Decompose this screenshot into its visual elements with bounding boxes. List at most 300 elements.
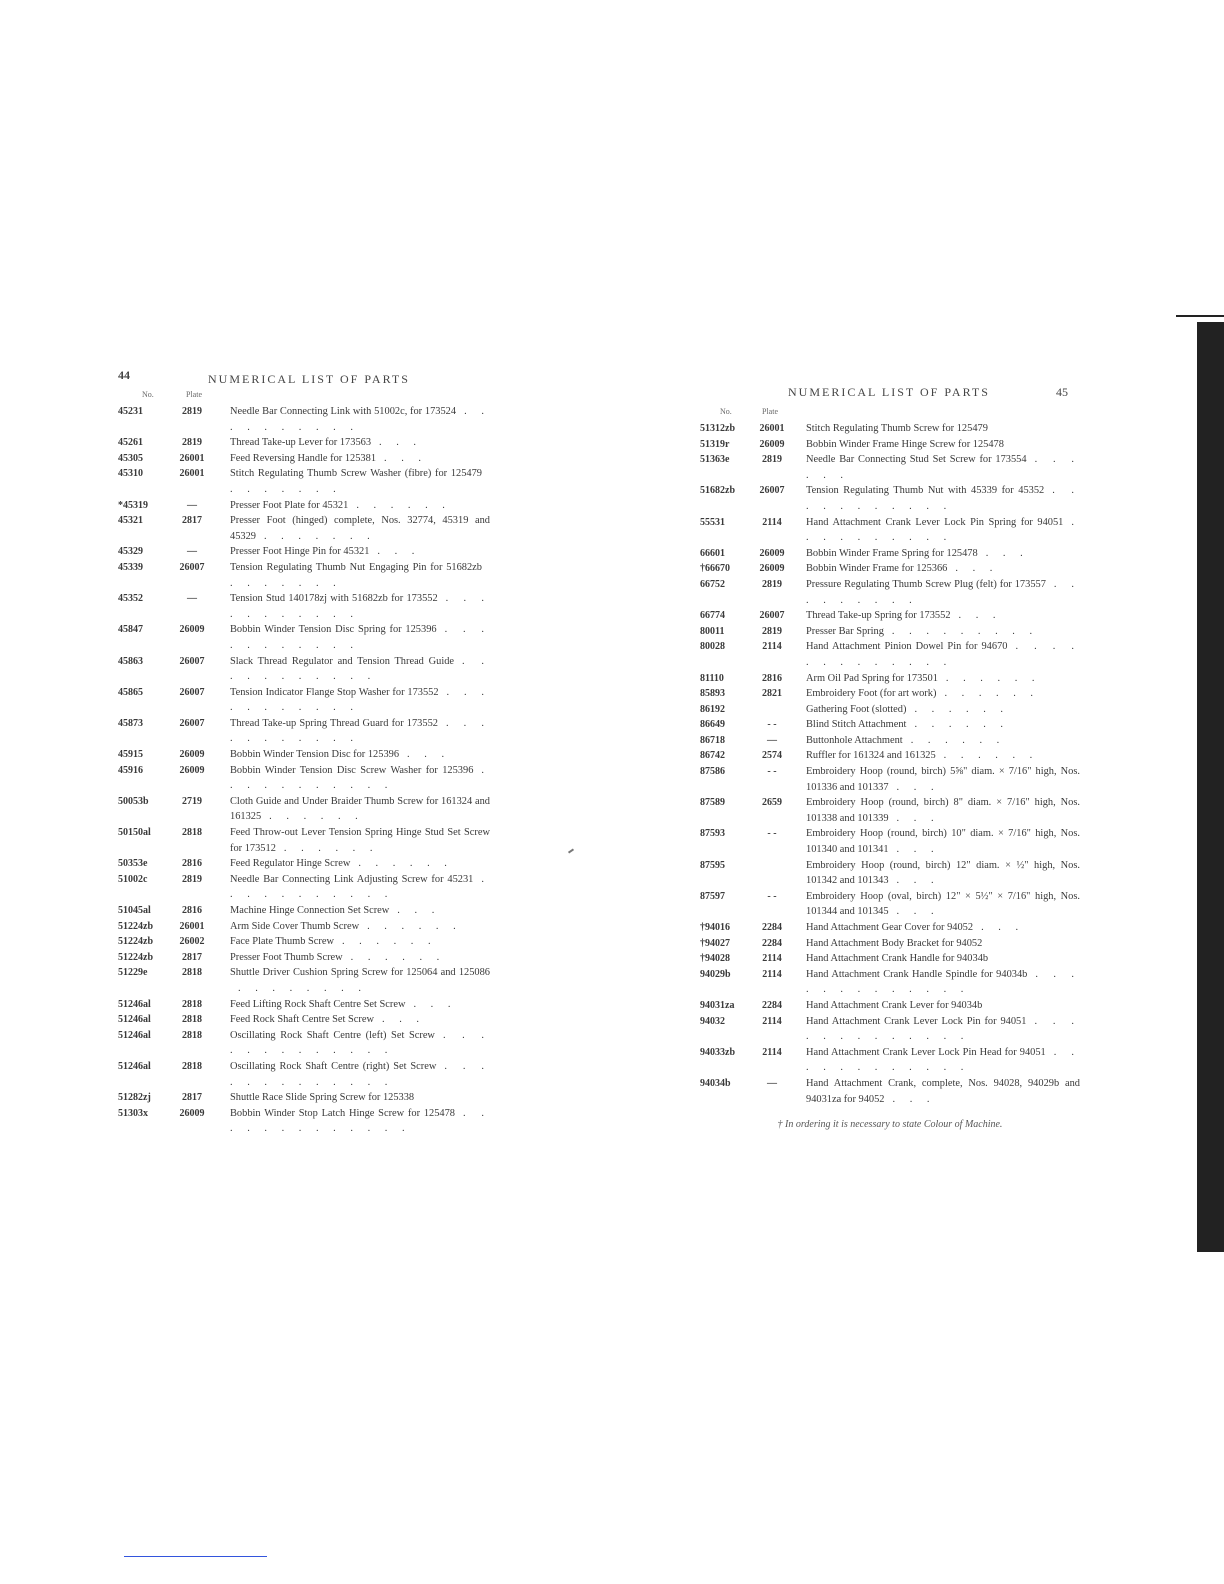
part-number: 45310 — [118, 468, 143, 480]
part-row — [700, 515, 1080, 546]
plate-number: 2819 — [182, 873, 202, 885]
plate-number: 2114 — [762, 1046, 782, 1058]
part-row — [700, 733, 1080, 749]
leader-dots: . . . . . . . — [230, 483, 342, 495]
leader-dots: . . . . . . . . . — [806, 578, 1081, 606]
part-row — [118, 560, 490, 591]
leader-dots: . . . . . . . . . . . . . — [230, 1060, 490, 1088]
part-number: 51246al — [118, 1014, 151, 1026]
part-description — [230, 950, 490, 966]
leader-dots: . . . — [896, 875, 940, 887]
part-number: 87589 — [700, 797, 725, 809]
part-row — [118, 451, 490, 467]
leader-dots: . . . . . . — [283, 842, 379, 854]
leader-dots: . . . . . . — [944, 688, 1040, 700]
leader-dots: . . . . . . . . . . . . . — [806, 1015, 1080, 1043]
part-number: 94029b — [700, 968, 731, 980]
plate-number: 2821 — [762, 688, 782, 700]
part-number: 86192 — [700, 703, 725, 715]
part-description — [230, 794, 490, 825]
part-number: 50150al — [118, 827, 151, 839]
part-description-text: Hand Attachment Crank Lever Lock Pin Spring for 94051 — [806, 516, 1064, 528]
part-description-text: Thread Take-up Spring for 173552 — [806, 610, 951, 622]
part-description-text: Arm Side Cover Thumb Screw — [230, 920, 360, 932]
part-description-text: Bobbin Winder Stop Latch Hinge Screw for 125478 — [230, 1107, 456, 1119]
part-description — [806, 764, 1080, 795]
part-description — [806, 967, 1080, 998]
leader-dots: . . . — [955, 563, 999, 575]
page-number-left: 44 — [118, 368, 130, 382]
part-number: 50353e — [118, 858, 148, 870]
right-page-header — [700, 385, 1080, 407]
part-number: †94016 — [700, 922, 730, 933]
part-description-text: Embroidery Hoop (round, birch) 8" diam. × 7/16" high, Nos. 101338 and 101339 — [806, 797, 1080, 824]
part-description-text: Tension Regulating Thumb Nut Engaging Pin for 51682zb — [230, 561, 482, 573]
part-description-text: Feed Reversing Handle for 125381 — [230, 452, 377, 464]
column-headers-right — [700, 407, 1080, 421]
plate-number: 2816 — [762, 672, 782, 684]
part-description — [806, 1076, 1080, 1107]
part-description — [806, 748, 1080, 764]
part-description — [806, 998, 1080, 1014]
part-description — [230, 435, 490, 451]
part-row — [700, 671, 1080, 687]
part-description — [806, 702, 1080, 718]
leader-dots: . . . . . . . — [230, 577, 342, 589]
part-description-text: Blind Stitch Attachment — [806, 719, 907, 731]
part-row — [118, 1106, 490, 1137]
part-row — [700, 826, 1080, 857]
plate-number: 26009 — [179, 624, 205, 636]
part-description — [806, 624, 1080, 640]
leader-dots: . . . — [985, 547, 1029, 559]
part-description-text: Thread Take-up Spring Thread Guard for 173552 — [230, 717, 438, 729]
part-description — [230, 513, 490, 544]
part-description-text: Tension Indicator Flange Stop Washer for 173552 — [230, 686, 439, 698]
part-number: 45231 — [118, 406, 143, 417]
leader-dots: . . . . . . . . . . . — [230, 764, 490, 792]
plate-number: 2114 — [762, 1015, 782, 1027]
part-description-text: Hand Attachment Pinion Dowel Pin for 94670 — [806, 641, 1008, 653]
plate-number: 26007 — [179, 655, 205, 667]
plate-number: 26009 — [759, 563, 785, 575]
plate-number: 26009 — [179, 764, 205, 776]
part-description — [230, 451, 490, 467]
part-description-text: Embroidery Hoop (round, birch) 10" diam. × 7/16" high, Nos. 101340 and 101341 — [806, 828, 1080, 856]
part-number: 94031za — [700, 999, 735, 1011]
scan-edge-mark-right — [1197, 322, 1224, 1252]
part-description-text: Needle Bar Connecting Link Adjusting Screw for 45231 — [230, 873, 474, 885]
part-description — [806, 608, 1080, 624]
part-description-text: Embroidery Foot (for art work) — [806, 688, 937, 700]
part-description-text: Hand Attachment Crank, complete, Nos. 94028, 94029b and 94031za for 94052 — [806, 1077, 1080, 1105]
part-description-text: Slack Thread Regulator and Tension Thread Guide — [230, 655, 455, 667]
part-description — [806, 577, 1080, 608]
part-description-text: Bobbin Winder Tension Disc Spring for 125396 — [230, 624, 437, 636]
part-number: 51303x — [118, 1107, 148, 1119]
part-number: 66752 — [700, 578, 725, 590]
part-row — [700, 748, 1080, 764]
part-description-text: Oscillating Rock Shaft Centre (left) Set Screw — [230, 1029, 435, 1041]
part-description-text: Presser Foot Plate for 45321 — [230, 499, 349, 511]
leader-dots: . . . . . . . . . . . . — [806, 1046, 1081, 1074]
part-description — [230, 919, 490, 935]
part-row — [118, 903, 490, 919]
part-number: 80011 — [700, 625, 725, 637]
part-row — [118, 1028, 490, 1059]
part-row — [118, 1090, 490, 1106]
part-number: 94034b — [700, 1077, 731, 1089]
leader-dots: . . . . . . . . . . . . . — [806, 968, 1080, 996]
plate-number: 2819 — [182, 406, 202, 417]
part-number: 86649 — [700, 719, 725, 731]
part-description-text: Needle Bar Connecting Stud Set Screw for 173554 — [806, 454, 1027, 466]
part-description — [230, 685, 490, 716]
part-description-text: Buttonhole Attachment — [806, 734, 903, 746]
part-number: *45319 — [118, 499, 148, 511]
part-description-text: Feed Throw-out Lever Tension Spring Hinge Stud Set Screw for 173512 — [230, 827, 490, 854]
part-number: 85893 — [700, 688, 725, 700]
part-description-text: Oscillating Rock Shaft Centre (right) Set Screw — [230, 1060, 437, 1072]
part-number: 51246al — [118, 998, 151, 1010]
part-description — [230, 622, 490, 653]
part-row — [700, 437, 1080, 453]
part-row — [118, 997, 490, 1013]
leader-dots: . . . . . . — [269, 811, 364, 823]
parts-list-left — [118, 404, 490, 1137]
part-description — [806, 686, 1080, 702]
leader-dots: . . . . . . . . . . — [230, 406, 490, 433]
part-number: 45305 — [118, 452, 143, 464]
part-row — [700, 639, 1080, 670]
leader-dots: . . . — [896, 812, 940, 824]
plate-number: 2114 — [762, 953, 782, 965]
part-row — [700, 936, 1080, 952]
plate-number: 2817 — [182, 1092, 202, 1104]
leader-dots: . . . . . . — [910, 734, 1006, 746]
part-description — [230, 1059, 490, 1090]
part-row — [118, 965, 490, 996]
part-description-text: Face Plate Thumb Screw — [230, 936, 334, 948]
running-title-left: NUMERICAL LIST OF PARTS — [208, 372, 410, 386]
part-description-text: Hand Attachment Crank Handle for 94034b — [806, 953, 989, 965]
part-number: 86718 — [700, 734, 725, 746]
column-headers-left — [118, 390, 490, 404]
leader-dots: . . . . . . . . . . . — [230, 717, 490, 745]
part-description — [230, 763, 490, 794]
part-description — [230, 466, 490, 497]
plate-number: — — [187, 546, 197, 558]
left-page — [118, 368, 490, 1137]
part-row — [700, 686, 1080, 702]
part-description — [806, 437, 1080, 453]
leader-dots: . . . — [958, 610, 1002, 622]
leader-dots: . . . . . . — [914, 703, 1010, 715]
part-number: 51319r — [700, 438, 730, 450]
part-description — [806, 1014, 1080, 1045]
part-description-text: Stitch Regulating Thumb Screw for 125479 — [806, 423, 988, 434]
leader-dots: . . . . . . . . . . . — [230, 593, 490, 620]
part-description — [806, 920, 1080, 936]
part-description-text: Bobbin Winder Frame Spring for 125478 — [806, 547, 978, 559]
leader-dots: . . . . . . . . . — [891, 625, 1039, 637]
part-number: 50053b — [118, 795, 149, 807]
part-row — [700, 858, 1080, 889]
plate-number: 26007 — [759, 610, 785, 622]
part-description — [806, 639, 1080, 670]
part-row — [700, 967, 1080, 998]
part-number: 45873 — [118, 717, 143, 729]
part-description-text: Presser Foot (hinged) complete, Nos. 32774, 45319 and 45329 — [230, 515, 490, 542]
part-number: 51224zb — [118, 920, 153, 932]
part-description-text: Cloth Guide and Under Braider Thumb Screw for 161324 and 161325 — [230, 795, 490, 823]
plate-number: - - — [767, 828, 777, 840]
part-number: 51363e — [700, 454, 730, 466]
leader-dots: . . . . . . . . . . . . . — [230, 1029, 490, 1057]
part-description-text: Hand Attachment Gear Cover for 94052 — [806, 922, 974, 933]
plate-number: - - — [767, 890, 777, 902]
leader-dots: . . . . . . — [341, 936, 437, 948]
part-number: 51312zb — [700, 423, 735, 434]
part-description — [806, 671, 1080, 687]
plate-number: 26009 — [179, 749, 205, 761]
part-description — [230, 544, 490, 560]
running-title-right: NUMERICAL LIST OF PARTS — [788, 385, 990, 399]
leader-dots: . . . — [384, 452, 428, 464]
part-row — [700, 717, 1080, 733]
part-description — [806, 717, 1080, 733]
plate-number: 2818 — [182, 967, 202, 979]
gutter-speck — [568, 848, 574, 853]
plate-number: 2819 — [762, 454, 782, 466]
part-row — [700, 421, 1080, 437]
part-number: 45847 — [118, 624, 143, 636]
part-description — [230, 825, 490, 856]
plate-number: 26007 — [179, 561, 205, 573]
part-row — [700, 795, 1080, 826]
part-row — [118, 1059, 490, 1090]
part-description-text: Feed Lifting Rock Shaft Centre Set Screw — [230, 998, 406, 1010]
leader-dots: . . . . . . — [914, 719, 1010, 731]
plate-number: — — [767, 1077, 777, 1089]
bottom-rule-link[interactable] — [124, 1556, 267, 1557]
plate-number: 26009 — [759, 547, 785, 559]
leader-dots: . . . . . . — [806, 454, 1080, 481]
part-description — [806, 858, 1080, 889]
plate-number: 2574 — [762, 750, 782, 762]
plate-number: — — [187, 499, 197, 511]
part-number: 45329 — [118, 546, 143, 558]
part-number: 86742 — [700, 750, 725, 762]
part-description-text: Thread Take-up Lever for 173563 — [230, 437, 372, 449]
part-number: 80028 — [700, 641, 725, 653]
part-number: 94032 — [700, 1015, 725, 1027]
plate-number: 2284 — [762, 937, 782, 949]
part-row — [118, 934, 490, 950]
part-description-text: Hand Attachment Crank Lever for 94034b — [806, 999, 983, 1011]
part-description-text: Embroidery Hoop (round, birch) 5⅝" diam. × 7/16" high, Nos. 101336 and 101337 — [806, 766, 1080, 793]
plate-number: 26007 — [179, 686, 205, 698]
part-description — [806, 826, 1080, 857]
part-description — [230, 1090, 490, 1106]
part-row — [118, 950, 490, 966]
part-row — [118, 919, 490, 935]
part-number: 55531 — [700, 516, 725, 528]
part-number: 45352 — [118, 593, 143, 605]
part-description-text: Stitch Regulating Thumb Screw Washer (fibre) for 125479 — [230, 468, 482, 480]
part-row — [118, 591, 490, 622]
part-description — [230, 856, 490, 872]
plate-number: 26007 — [179, 717, 205, 729]
column-header-plate: Plate — [762, 407, 778, 416]
part-description — [230, 560, 490, 591]
part-description — [806, 889, 1080, 920]
part-description — [806, 561, 1080, 577]
part-description-text: Pressure Regulating Thumb Screw Plug (felt) for 173557 — [806, 578, 1046, 590]
leader-dots: . . . — [981, 922, 1025, 933]
scan-edge-mark-top — [1176, 315, 1224, 317]
part-description-text: Embroidery Hoop (round, birch) 12" diam. × ½" high, Nos. 101342 and 101343 — [806, 859, 1080, 887]
plate-number: — — [767, 734, 777, 746]
part-number: 87586 — [700, 766, 725, 778]
plate-number: 2816 — [182, 905, 202, 916]
part-row — [118, 747, 490, 763]
part-row — [700, 577, 1080, 608]
part-description-text: Machine Hinge Connection Set Screw — [230, 905, 390, 916]
leader-dots: . . . . . . . . — [238, 982, 367, 994]
part-number: 51002c — [118, 873, 148, 885]
plate-number: 2818 — [182, 1029, 202, 1041]
part-description — [806, 546, 1080, 562]
part-description — [230, 591, 490, 622]
part-row — [700, 764, 1080, 795]
part-number: 87593 — [700, 828, 725, 840]
part-row — [700, 920, 1080, 936]
plate-number: - - — [767, 719, 777, 731]
part-description-text: Feed Regulator Hinge Screw — [230, 858, 351, 870]
part-description-text: Hand Attachment Crank Lever Lock Pin Head for 94051 — [806, 1046, 1046, 1058]
plate-number: 2817 — [182, 515, 202, 527]
part-row — [700, 1045, 1080, 1076]
plate-number: 2816 — [182, 858, 202, 870]
part-description — [230, 965, 490, 996]
part-row — [700, 889, 1080, 920]
part-row — [118, 1012, 490, 1028]
leader-dots: . . . . . . . . . . . . . — [230, 1107, 490, 1135]
plate-number: 2284 — [762, 922, 782, 933]
part-number: 51246al — [118, 1029, 151, 1041]
part-description — [230, 872, 490, 903]
plate-number: 2818 — [182, 1014, 202, 1026]
part-number: 51224zb — [118, 936, 153, 948]
part-description — [806, 936, 1080, 952]
part-description — [806, 951, 1080, 967]
part-number: †94027 — [700, 937, 730, 949]
part-number: 51045al — [118, 905, 151, 916]
plate-number: 26007 — [759, 485, 785, 497]
part-number: 87597 — [700, 890, 725, 902]
part-row — [118, 794, 490, 825]
part-description — [806, 483, 1080, 514]
part-number: †66670 — [700, 563, 730, 575]
part-description-text: Needle Bar Connecting Link with 51002c, for 173524 — [230, 406, 457, 417]
part-description — [806, 452, 1080, 483]
part-row — [700, 624, 1080, 640]
part-row — [118, 856, 490, 872]
leader-dots: . . . — [896, 781, 940, 793]
part-row — [118, 716, 490, 747]
plate-number: 2818 — [182, 998, 202, 1010]
part-description — [230, 903, 490, 919]
part-number: 66601 — [700, 547, 725, 559]
leader-dots: . . . — [379, 437, 423, 449]
part-description-text: Presser Bar Spring — [806, 625, 884, 637]
plate-number: 2817 — [182, 951, 202, 963]
footnote: † In ordering it is necessary to state Colour of Machine. — [777, 1119, 1003, 1131]
leader-dots: . . . — [896, 844, 940, 856]
part-number: 81110 — [700, 672, 724, 684]
part-description — [230, 1106, 490, 1137]
part-description — [230, 498, 490, 514]
plate-number: - - — [767, 766, 777, 778]
part-number: 45916 — [118, 764, 143, 776]
plate-number: 26001 — [179, 468, 205, 480]
part-row — [700, 452, 1080, 483]
plate-number: 2819 — [182, 437, 202, 449]
part-description-text: Feed Rock Shaft Centre Set Screw — [230, 1014, 374, 1026]
part-row — [118, 498, 490, 514]
part-number: 66774 — [700, 610, 725, 622]
parts-list-right — [700, 421, 1080, 1107]
part-description — [230, 934, 490, 950]
part-row — [700, 1014, 1080, 1045]
leader-dots: . . . . . . . . . . . — [230, 686, 490, 714]
plate-number: 26002 — [179, 936, 205, 948]
plate-number: 2114 — [762, 641, 782, 653]
part-row — [118, 763, 490, 794]
part-number: 51282zj — [118, 1092, 151, 1104]
part-row — [700, 702, 1080, 718]
leader-dots: . . . — [382, 1014, 425, 1026]
part-row — [118, 435, 490, 451]
part-number: 51224zb — [118, 951, 153, 963]
part-row — [700, 1076, 1080, 1107]
leader-dots: . . . . . . . . . . . — [806, 485, 1081, 512]
plate-number: 2819 — [762, 625, 782, 637]
part-description-text: Bobbin Winder Frame for 125366 — [806, 563, 948, 575]
leader-dots: . . . . . . . . . . . . . — [806, 641, 1080, 668]
part-number: 45339 — [118, 561, 143, 573]
part-row — [118, 466, 490, 497]
part-description-text: Bobbin Winder Tension Disc for 125396 — [230, 749, 400, 761]
leader-dots: . . . . . . . . . . . — [230, 655, 491, 683]
leader-dots: . . . . . . — [945, 672, 1041, 684]
leader-dots: . . . . . . . . . . . — [230, 624, 490, 651]
leader-dots: . . . . . . . . . . — [806, 516, 1080, 544]
leader-dots: . . . . . . . . . . . — [230, 873, 490, 901]
part-row — [700, 608, 1080, 624]
plate-number: 2659 — [762, 797, 782, 809]
plate-number: — — [187, 593, 197, 605]
part-description — [230, 1028, 490, 1059]
part-row — [118, 404, 490, 435]
part-row — [118, 872, 490, 903]
part-description-text: Arm Oil Pad Spring for 173501 — [806, 672, 938, 684]
plate-number: 2114 — [762, 516, 782, 528]
leader-dots: . . . . . . . — [263, 530, 376, 542]
part-description — [806, 421, 1080, 437]
part-row — [118, 825, 490, 856]
